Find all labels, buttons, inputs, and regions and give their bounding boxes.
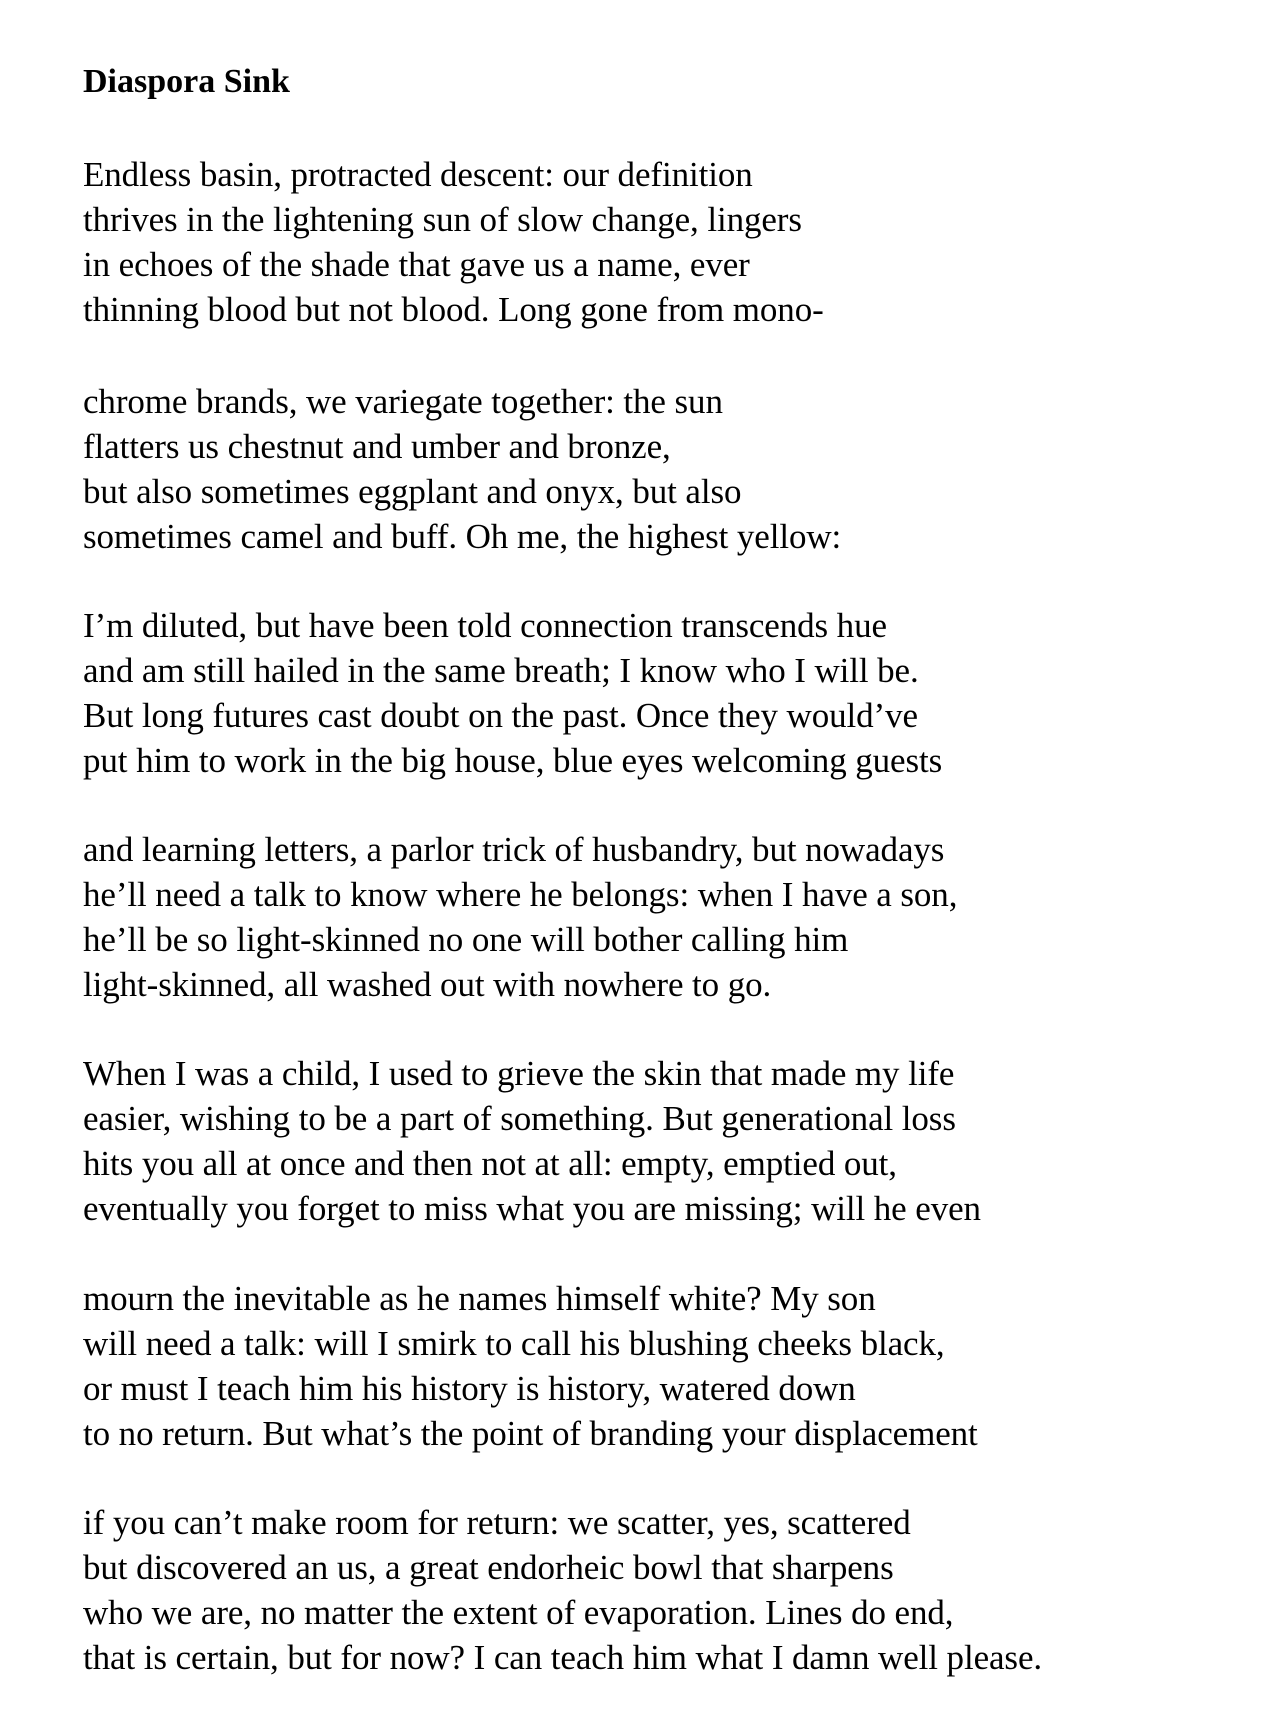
- poem-line: easier, wishing to be a part of something. But generational loss: [83, 1099, 956, 1138]
- poem-line: When I was a child, I used to grieve the skin that made my life: [83, 1054, 955, 1093]
- poem-line: sometimes camel and buff. Oh me, the highest yellow:: [83, 517, 842, 556]
- poem-line: But long futures cast doubt on the past. Once they would’ve: [83, 696, 918, 735]
- poem-line: thrives in the lightening sun of slow change, lingers: [83, 200, 802, 239]
- poem-line: but also sometimes eggplant and onyx, but also: [83, 472, 742, 511]
- stanza-1: [83, 152, 824, 332]
- poem-title: Diaspora Sink: [83, 63, 290, 100]
- poem-line: I’m diluted, but have been told connection transcends hue: [83, 606, 887, 645]
- stanza-4: [83, 827, 957, 1007]
- poem-line: in echoes of the shade that gave us a name, ever: [83, 245, 750, 284]
- poem-line: and am still hailed in the same breath; I know who I will be.: [83, 651, 919, 690]
- poem-line: if you can’t make room for return: we scatter, yes, scattered: [83, 1503, 911, 1542]
- poem-line: and learning letters, a parlor trick of husbandry, but nowadays: [83, 830, 945, 869]
- stanza-7: [83, 1500, 1042, 1680]
- poem-line: but discovered an us, a great endorheic bowl that sharpens: [83, 1548, 894, 1587]
- poem-line: mourn the inevitable as he names himself white? My son: [83, 1279, 876, 1318]
- poem-line: Endless basin, protracted descent: our definition: [83, 155, 753, 194]
- poem-line: to no return. But what’s the point of branding your displacement: [83, 1414, 978, 1453]
- poem-line: chrome brands, we variegate together: the sun: [83, 382, 723, 421]
- poem-line: light-skinned, all washed out with nowhere to go.: [83, 965, 772, 1004]
- poem-line: hits you all at once and then not at all: empty, emptied out,: [83, 1144, 897, 1183]
- poem-line: put him to work in the big house, blue eyes welcoming guests: [83, 741, 943, 780]
- poem-line: eventually you forget to miss what you are missing; will he even: [83, 1189, 981, 1228]
- poem-line: he’ll need a talk to know where he belongs: when I have a son,: [83, 875, 958, 914]
- poem-line: thinning blood but not blood. Long gone from mono-: [83, 290, 824, 329]
- poem-line: will need a talk: will I smirk to call his blushing cheeks black,: [83, 1324, 945, 1363]
- poem-line: or must I teach him his history is history, watered down: [83, 1369, 856, 1408]
- poem-line: he’ll be so light-skinned no one will bother calling him: [83, 920, 849, 959]
- poem-line: that is certain, but for now? I can teach him what I damn well please.: [83, 1638, 1043, 1677]
- stanza-3: [83, 603, 942, 783]
- stanza-2: [83, 379, 841, 559]
- poem-line: who we are, no matter the extent of evaporation. Lines do end,: [83, 1593, 954, 1632]
- stanza-5: [83, 1051, 981, 1231]
- stanza-6: [83, 1276, 978, 1456]
- poem-line: flatters us chestnut and umber and bronze,: [83, 427, 671, 466]
